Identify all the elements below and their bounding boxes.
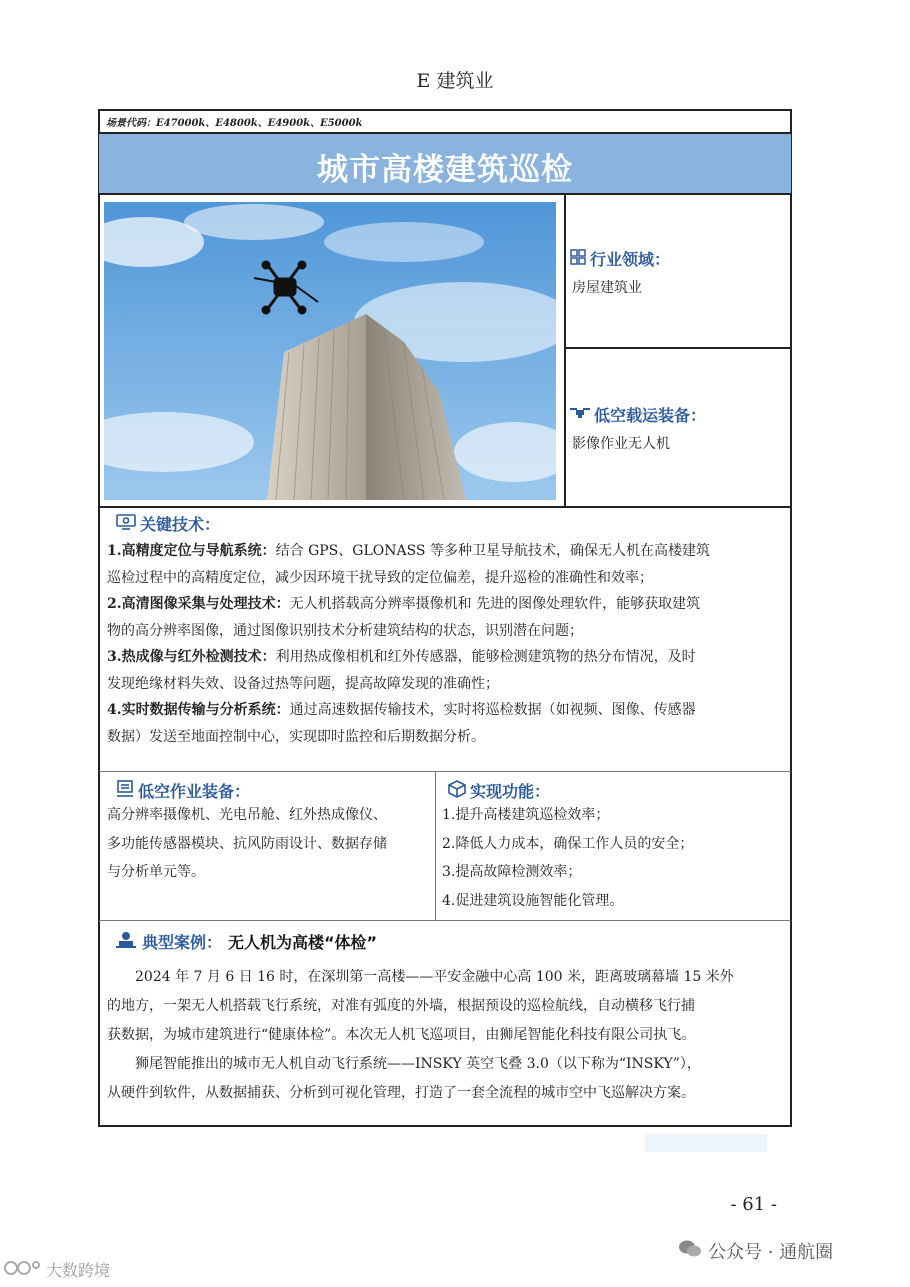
drone-icon — [570, 405, 590, 424]
case-title: 无人机为高楼“体检” — [228, 933, 378, 952]
divider-tech-top — [99, 506, 791, 508]
tech-item-4-line1: 4.实时数据传输与分析系统：通过高速数据传输技术，实时将巡检数据（如视频、图像、传感器 — [107, 702, 696, 718]
case-para1-line1: 2024 年 7 月 6 日 16 时，在深圳第一高楼——平安金融中心高 100 米，距离玻璃幕墙 15 米外 — [135, 969, 734, 985]
monitor-icon — [116, 514, 136, 534]
device-icon — [116, 780, 134, 802]
function-item: 4.促进建筑设施智能化管理。 — [442, 892, 624, 909]
person-desk-icon — [116, 931, 136, 953]
equipment-heading — [116, 779, 250, 802]
carrier-value: 影像作业无人机 — [572, 436, 670, 452]
function-item: 1.提升高楼建筑巡检效率； — [442, 807, 610, 823]
case-para1-line2: 的地方，一架无人机搭载飞行系统，对准有弧度的外墙，根据预设的巡检航线，自动横移飞行捕 — [107, 998, 695, 1014]
tech-item-3-line2: 发现绝缘材料失效、设备过热等问题，提高故障发现的准确性； — [107, 675, 499, 692]
carrier-label: 低空载运装备： — [594, 406, 707, 425]
divider-columns — [435, 772, 436, 920]
logo-icon — [2, 1259, 42, 1281]
case-para2-line2: 从硬件到软件，从数据捕获、分析到可视化管理，打造了一套全流程的城市空中飞巡解决方案。 — [107, 1085, 695, 1101]
functions-list — [442, 801, 693, 915]
case-body — [107, 963, 787, 1108]
tech-item-2-line1: 2.高清图像采集与处理技术：无人机搭载高分辨率摄像机和 先进的图像处理软件，能够获取建筑 — [107, 596, 701, 612]
grid-icon — [570, 249, 586, 269]
divider-right-cells — [564, 347, 792, 349]
carrier-heading — [570, 403, 706, 426]
industry-heading — [570, 247, 670, 270]
drone-building-photo — [104, 202, 556, 500]
key-tech-list — [107, 538, 787, 750]
watermark-wechat: 公众号 · 通航圈 — [678, 1238, 833, 1264]
function-item: 3.提高故障检测效率； — [442, 864, 582, 880]
tech-item-4-line2: 数据）发送至地面控制中心，实现即时监控和后期数据分析。 — [107, 728, 485, 745]
equipment-text: 高分辨率摄像机、光电吊舱、红外热成像仪、 多功能传感器模块、抗风防雨设计、数据存储 与分析单元等。 — [107, 807, 387, 880]
divider-photo — [564, 195, 566, 507]
case-para1-line3: 获数据，为城市建筑进行“健康体检”。本次无人机飞巡项目，由狮尾智能化科技有限公司执飞。 — [107, 1027, 696, 1043]
page-number: - 61 - — [730, 1194, 777, 1215]
key-tech-heading — [116, 512, 220, 535]
tech-item-3-line1: 3.热成像与红外检测技术：利用热成像相机和红外传感器，能够检测建筑物的热分布情况，及时 — [107, 649, 696, 665]
tech-item-1-line2: 巡检过程中的高精度定位，减少因环境干扰导致的定位偏差，提升巡检的准确性和效率； — [107, 569, 653, 586]
key-tech-label: 关键技术： — [140, 515, 221, 534]
industry-label: 行业领域： — [590, 250, 671, 269]
faded-stamp — [645, 1134, 767, 1152]
wechat-icon — [678, 1239, 702, 1264]
functions-label: 实现功能： — [470, 782, 551, 801]
case-heading — [116, 930, 377, 953]
equipment-label: 低空作业装备： — [138, 782, 251, 801]
industry-value: 房屋建筑业 — [572, 280, 642, 296]
tech-item-1-line1: 1.高精度定位与导航系统：结合 GPS、GLONASS 等多种卫星导航技术，确保无人机在高楼建筑 — [107, 543, 710, 559]
functions-heading — [448, 779, 550, 802]
divider-tech-bottom — [99, 771, 791, 772]
scene-code: 场景代码：E47000k、E4800k、E4900k、E5000k — [106, 118, 363, 129]
case-para2-line1: 狮尾智能推出的城市无人机自动飞行系统——INSKY 英空飞叠 3.0（以下称为“INSKY”）， — [135, 1056, 701, 1072]
divider-case-top — [99, 920, 791, 921]
cube-icon — [448, 780, 466, 802]
title-banner — [99, 132, 791, 195]
page-title: 城市高楼建筑巡检 — [317, 152, 573, 188]
tech-item-2-line2: 物的高分辨率图像，通过图像识别技术分析建筑结构的状态，识别潜在问题； — [107, 622, 583, 639]
case-label: 典型案例： — [142, 933, 223, 952]
page-header: E 建筑业 — [416, 70, 494, 92]
function-item: 2.降低人力成本，确保工作人员的安全； — [442, 835, 694, 852]
watermark-source: 大数跨境 — [2, 1258, 110, 1281]
